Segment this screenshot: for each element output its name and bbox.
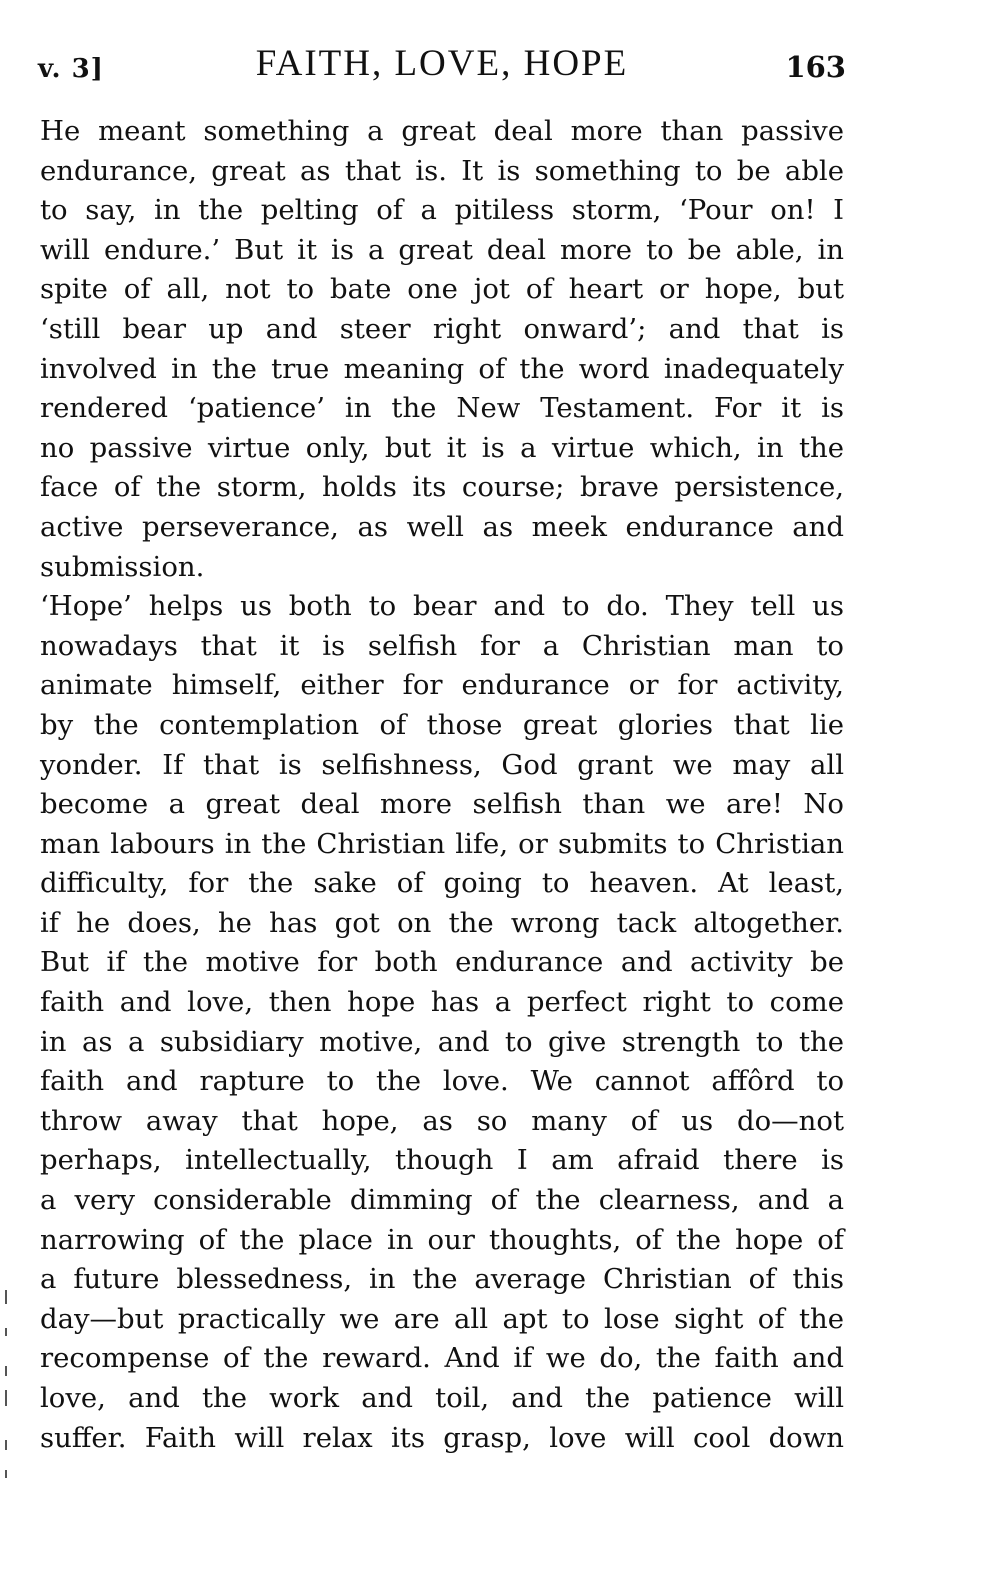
text-line: He meant something a great deal more than passive xyxy=(40,115,844,147)
text-line: a future blessedness, in the average Christian of this xyxy=(40,1263,844,1296)
text-line: faith and rapture to the love. We cannot affôrd to xyxy=(40,1065,844,1098)
text-line: if he does, he has got on the wrong tack altogether. xyxy=(40,906,844,939)
scan-mark xyxy=(5,1390,7,1406)
text-line: no passive virtue only, but it is a virtue which, in the xyxy=(40,431,844,464)
running-header xyxy=(38,42,846,92)
body-text xyxy=(40,112,844,1458)
text-line: a very considerable dimming of the clearness, and a xyxy=(40,1184,844,1217)
text-line: faith and love, then hope has a perfect right to come xyxy=(40,986,844,1019)
scan-margin-marks xyxy=(5,1290,9,1490)
text-line: narrowing of the place in our thoughts, of the hope of xyxy=(40,1223,844,1256)
scan-mark xyxy=(5,1290,7,1304)
text-line: ‘Hope’ helps us both to bear and to do. They tell us xyxy=(40,590,844,623)
scan-mark xyxy=(5,1440,7,1450)
text-line: by the contemplation of those great glories that lie xyxy=(40,708,844,741)
text-line: man labours in the Christian life, or submits to Christian xyxy=(40,827,844,860)
text-line: to say, in the pelting of a pitiless storm, ‘Pour on! I xyxy=(40,194,844,227)
text-line: yonder. If that is selfishness, God grant we may all xyxy=(40,748,844,781)
text-line: suffer. Faith will relax its grasp, love will cool down xyxy=(40,1421,844,1454)
text-line: endurance, great as that is. It is something to be able xyxy=(40,154,844,187)
scan-mark xyxy=(5,1470,7,1478)
text-line: day—but practically we are all apt to lose sight of the xyxy=(40,1302,844,1335)
text-line: But if the motive for both endurance and activity be xyxy=(40,946,844,979)
scan-mark xyxy=(5,1366,7,1376)
text-line: become a great deal more selfish than we are! No xyxy=(40,788,844,821)
section-reference: v. 3] xyxy=(38,54,104,84)
text-line: in as a subsidiary motive, and to give strength to the xyxy=(40,1025,844,1058)
text-line: throw away that hope, as so many of us do—not xyxy=(40,1104,844,1137)
text-line: ‘still bear up and steer right onward’; and that is xyxy=(40,312,844,345)
text-line: love, and the work and toil, and the patience will xyxy=(40,1382,844,1414)
text-line: will endure.’ But it is a great deal more to be able, in xyxy=(40,233,844,266)
text-line: difficulty, for the sake of going to heaven. At least, xyxy=(40,867,844,900)
text-line: involved in the true meaning of the word inadequately xyxy=(40,352,844,385)
text-line: recompense of the reward. And if we do, the faith and xyxy=(40,1342,844,1375)
text-line: submission. xyxy=(40,550,205,583)
scan-mark xyxy=(5,1328,7,1336)
text-line: active perseverance, as well as meek endurance and xyxy=(40,510,844,543)
chapter-title: FAITH, LOVE, HOPE xyxy=(255,43,629,84)
text-line: nowadays that it is selfish for a Christian man to xyxy=(40,629,844,662)
text-line: rendered ‘patience’ in the New Testament. For it is xyxy=(40,392,844,425)
text-line: animate himself, either for endurance or for activity, xyxy=(40,669,844,702)
text-line: spite of all, not to bate one jot of heart or hope, but xyxy=(40,273,844,306)
text-line: perhaps, intellectually, though I am afraid there is xyxy=(40,1144,844,1177)
text-line: face of the storm, holds its course; brave persistence, xyxy=(40,471,844,504)
page-number: 163 xyxy=(785,50,846,84)
